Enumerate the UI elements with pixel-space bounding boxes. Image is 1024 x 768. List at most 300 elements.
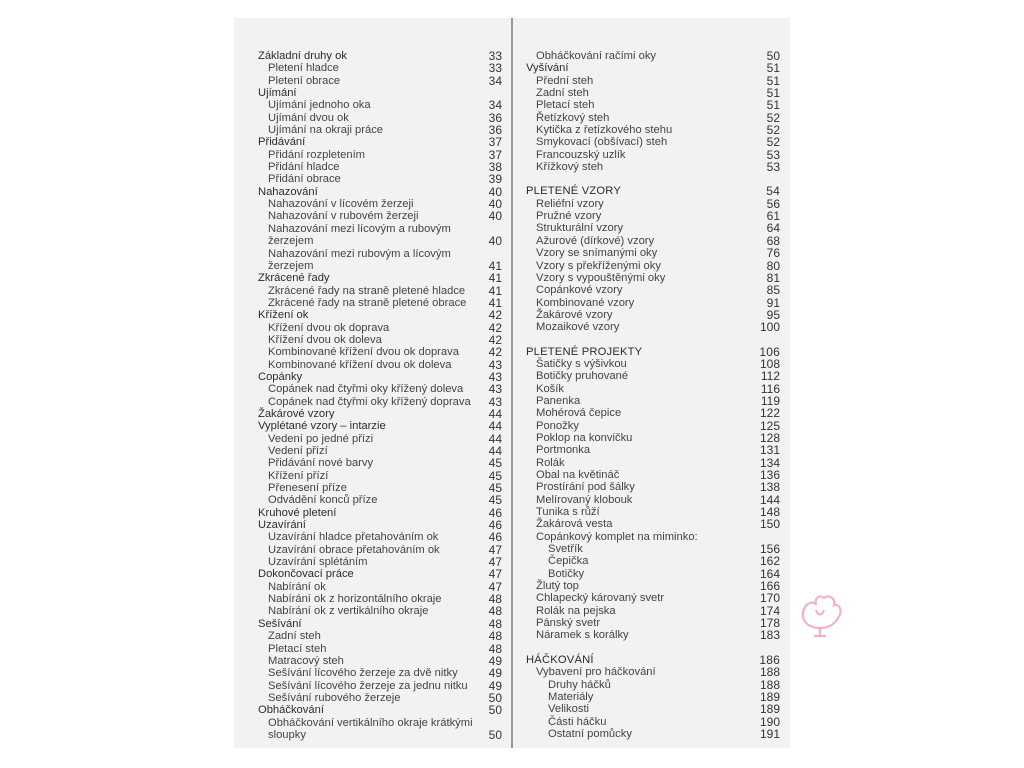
toc-entry — [258, 618, 502, 630]
toc-entry — [258, 482, 502, 494]
toc-entry-page: 162 — [759, 554, 780, 569]
toc-entry-page: 43 — [488, 369, 502, 384]
toc-entry-title: Křížkový steh — [536, 161, 604, 174]
toc-entry-page: 166 — [759, 579, 780, 594]
toc-entry-page: 47 — [488, 555, 502, 570]
toc-entry-page: 50 — [488, 690, 502, 705]
toc-entry — [258, 223, 502, 248]
toc-entry-title: Francouzský uzlík — [536, 148, 626, 161]
toc-entry — [526, 358, 780, 370]
toc-entry-title: Žakárové vzory — [536, 308, 613, 321]
toc-entry-page: 41 — [488, 258, 502, 273]
toc-entry — [526, 716, 780, 728]
toc-entry-title: Sešívání lícového žerzeje za jednu nitku — [268, 679, 468, 692]
toc-entry-title: Poklop na konvičku — [536, 431, 633, 444]
toc-entry — [526, 592, 780, 604]
toc-entry-title: Prostírání pod šálky — [536, 481, 635, 494]
toc-entry — [258, 433, 502, 445]
toc-entry-title: Nahazování v rubovém žerzeji — [268, 210, 419, 223]
toc-entry-title: Copánky — [258, 370, 303, 383]
toc-entry — [526, 136, 780, 148]
toc-entry-title: Kombinované vzory — [536, 296, 635, 309]
toc-entry-title: Velikosti — [548, 703, 590, 716]
toc-entry-page: 48 — [488, 629, 502, 644]
toc-entry-page: 46 — [488, 518, 502, 533]
toc-entry-title: Přidání obrace — [268, 173, 341, 186]
toc-entry — [526, 370, 780, 382]
toc-entry — [526, 728, 780, 740]
toc-entry-page: 186 — [759, 652, 780, 667]
toc-entry — [258, 285, 502, 297]
toc-entry-page: 49 — [488, 653, 502, 668]
toc-entry-title: Křížení dvou ok doprava — [268, 321, 390, 334]
toc-entry-page: 40 — [488, 209, 502, 224]
toc-entry — [258, 568, 502, 580]
toc-entry-page: 50 — [488, 727, 502, 742]
toc-entry-title: Vedení přízí — [268, 445, 328, 457]
toc-entry-title: Obháčkování vertikálního okraje krátkými sloupky — [268, 716, 473, 741]
toc-entry-page: 53 — [766, 160, 780, 175]
toc-entry-title: Uzavírání splétáním — [268, 556, 368, 569]
toc-entry-title: Pletací steh — [268, 642, 327, 655]
toc-entry-page: 61 — [766, 209, 780, 224]
toc-entry — [258, 173, 502, 185]
toc-entry-page: 51 — [766, 86, 780, 101]
toc-entry — [258, 62, 502, 74]
toc-entry — [526, 247, 780, 259]
toc-entry-page: 34 — [488, 73, 502, 88]
toc-entry-title: Nabírání ok z vertikálního okraje — [268, 605, 429, 618]
toc-entry — [526, 185, 780, 197]
toc-entry — [258, 124, 502, 136]
toc-entry-page: 42 — [488, 320, 502, 335]
toc-entry — [258, 445, 502, 457]
toc-entry-title: Zkrácené řady — [258, 272, 330, 285]
toc-entry-title: Nabírání ok z horizontálního okraje — [268, 593, 442, 606]
toc-entry — [526, 87, 780, 99]
toc-entry-title: Obháčkování račími oky — [536, 50, 657, 62]
flower-logo-icon — [790, 588, 850, 642]
toc-entry-title: Ažurové (dírkové) vzory — [536, 234, 655, 247]
toc-entry — [526, 124, 780, 136]
toc-entry-title: Odvádění konců příze — [268, 494, 378, 507]
toc-entry-title: Sešívání rubového žerzeje — [268, 691, 401, 704]
toc-right-column — [526, 50, 780, 740]
toc-entry — [258, 420, 502, 432]
toc-entry-title: Přidání hladce — [268, 161, 340, 174]
toc-entry-page: 50 — [488, 703, 502, 718]
toc-entry-title: Uzavírání hladce přetahováním ok — [268, 531, 439, 544]
toc-entry-page: 44 — [488, 431, 502, 446]
toc-entry — [258, 655, 502, 667]
toc-entry-page: 40 — [488, 184, 502, 199]
toc-entry-title: Pletací steh — [536, 99, 595, 112]
toc-entry — [258, 309, 502, 321]
toc-entry-page: 41 — [488, 295, 502, 310]
toc-entry-title: Vzory s překříženými oky — [536, 259, 661, 272]
toc-entry — [526, 629, 780, 641]
toc-entry — [526, 284, 780, 296]
toc-entry-title: Kombinované křížení dvou ok doleva — [268, 358, 452, 371]
toc-entry — [526, 222, 780, 234]
toc-entry-title: Materiály — [548, 690, 594, 703]
toc-entry-title: Řetízkový steh — [536, 111, 610, 124]
toc-entry-page: 150 — [759, 517, 780, 532]
toc-entry-title: Žlutý top — [536, 580, 579, 593]
toc-entry — [258, 87, 502, 99]
toc-entry — [526, 260, 780, 272]
toc-entry-page: 131 — [759, 443, 780, 458]
toc-entry-title: Zadní steh — [268, 630, 321, 643]
toc-entry-page: 122 — [759, 406, 780, 421]
toc-entry — [258, 50, 502, 62]
toc-entry-page: 46 — [488, 530, 502, 545]
toc-entry-title: Botičky — [548, 567, 585, 580]
toc-entry-title: Části háčku — [548, 715, 607, 728]
toc-entry-title: Přenesení příze — [268, 482, 347, 495]
toc-entry-page: 106 — [759, 344, 780, 359]
toc-entry-title: Přidávání — [258, 136, 306, 149]
toc-entry-page: 76 — [766, 246, 780, 261]
toc-entry-page: 189 — [759, 689, 780, 704]
toc-entry-title: Šatičky s výšivkou — [536, 357, 627, 370]
toc-entry-page: 47 — [488, 579, 502, 594]
toc-entry — [258, 297, 502, 309]
toc-entry — [258, 692, 502, 704]
toc-entry-page: 47 — [488, 542, 502, 557]
toc-entry-title: Přední steh — [536, 74, 594, 87]
toc-entry-page: 148 — [759, 505, 780, 520]
toc-entry-page: 43 — [488, 394, 502, 409]
toc-entry — [258, 408, 502, 420]
toc-entry-title: Nahazování mezi rubovým a lícovým žerzejem — [268, 247, 451, 272]
toc-entry — [258, 704, 502, 716]
toc-entry-page: 138 — [759, 480, 780, 495]
column-divider — [511, 18, 513, 748]
toc-entry — [526, 531, 780, 543]
toc-entry — [526, 605, 780, 617]
toc-entry-title: Nahazování — [258, 185, 318, 198]
toc-entry-title: Křížení přízí — [268, 469, 329, 482]
toc-entry-page: 48 — [488, 641, 502, 656]
toc-entry-title: Matracový steh — [268, 654, 344, 667]
toc-entry — [526, 494, 780, 506]
toc-entry-title: Pružné vzory — [536, 210, 602, 223]
toc-entry-title: Rolák na pejska — [536, 604, 616, 617]
toc-entry-title: Základní druhy ok — [258, 50, 347, 62]
toc-entry-title: Košík — [536, 382, 564, 395]
toc-entry — [258, 680, 502, 692]
toc-entry-title: PLETENÉ PROJEKTY — [526, 345, 643, 358]
toc-entry — [258, 643, 502, 655]
toc-entry-page: 125 — [759, 418, 780, 433]
toc-entry-page: 188 — [759, 665, 780, 680]
toc-entry-page: 34 — [488, 98, 502, 113]
toc-entry — [526, 50, 780, 62]
toc-entry — [526, 481, 780, 493]
toc-entry — [526, 149, 780, 161]
toc-entry — [526, 99, 780, 111]
toc-entry-page: 191 — [759, 726, 780, 741]
toc-entry-title: Kombinované křížení dvou ok doprava — [268, 346, 459, 359]
toc-entry — [258, 531, 502, 543]
toc-entry-page: 51 — [766, 61, 780, 76]
toc-entry — [258, 272, 502, 284]
toc-entry — [526, 654, 780, 666]
toc-page — [234, 18, 790, 748]
toc-entry — [526, 568, 780, 580]
toc-left-column — [258, 50, 502, 741]
toc-entry-page: 48 — [488, 604, 502, 619]
toc-entry-page: 37 — [488, 135, 502, 150]
toc-entry — [526, 580, 780, 592]
toc-entry-page: 44 — [488, 406, 502, 421]
toc-entry — [526, 346, 780, 358]
toc-entry-title: Botičky pruhované — [536, 370, 629, 383]
toc-entry-page: 43 — [488, 357, 502, 372]
toc-entry — [526, 617, 780, 629]
toc-entry-title: Mohérová čepice — [536, 407, 622, 420]
toc-entry-title: Ostatní pomůcky — [548, 727, 632, 740]
toc-entry-title: Zkrácené řady na straně pletené hladce — [268, 284, 466, 297]
toc-entry-title: Čepička — [548, 555, 589, 568]
toc-entry — [526, 444, 780, 456]
toc-entry-page: 42 — [488, 332, 502, 347]
toc-entry — [258, 334, 502, 346]
toc-entry-title: Uzavírání obrace přetahováním ok — [268, 543, 440, 556]
toc-entry-page: 52 — [766, 123, 780, 138]
toc-entry-page: 178 — [759, 616, 780, 631]
toc-entry-page: 48 — [488, 592, 502, 607]
toc-entry-page: 190 — [759, 714, 780, 729]
toc-entry-title: Strukturální vzory — [536, 222, 624, 235]
toc-entry-title: HÁČKOVÁNÍ — [526, 653, 594, 666]
toc-entry-title: Melírovaný klobouk — [536, 493, 633, 506]
toc-entry-title: Ujímání dvou ok — [268, 111, 349, 124]
toc-entry-page: 53 — [766, 147, 780, 162]
toc-entry — [258, 322, 502, 334]
toc-entry — [526, 469, 780, 481]
toc-entry-page: 85 — [766, 283, 780, 298]
toc-entry — [258, 210, 502, 222]
toc-entry — [258, 149, 502, 161]
toc-entry-title: Vzory se snímanými oky — [536, 247, 658, 260]
toc-entry-page: 116 — [760, 381, 780, 396]
toc-entry — [258, 371, 502, 383]
toc-entry — [526, 75, 780, 87]
toc-entry-title: Pletení hladce — [268, 62, 339, 75]
toc-entry-title: Ujímání na okraji práce — [268, 124, 384, 137]
toc-entry-title: Vybavení pro háčkování — [536, 666, 656, 679]
toc-entry-page: 112 — [760, 369, 780, 384]
toc-entry-page: 174 — [759, 603, 780, 618]
toc-entry-page: 33 — [488, 61, 502, 76]
toc-entry-title: Copánkový komplet na miminko: — [536, 530, 698, 543]
toc-entry — [526, 420, 780, 432]
toc-entry-title: Obháčkování — [258, 704, 324, 717]
toc-entry — [258, 248, 502, 273]
toc-entry-page: 136 — [759, 468, 780, 482]
toc-entry-page: 170 — [759, 591, 780, 606]
toc-entry-page: 156 — [759, 542, 780, 557]
toc-entry — [526, 383, 780, 395]
toc-entry-title: Kytička z řetízkového stehu — [536, 124, 673, 137]
toc-entry-title: Nahazování v lícovém žerzeji — [268, 198, 414, 211]
toc-entry-page: 144 — [759, 492, 780, 507]
toc-entry — [258, 717, 502, 742]
toc-entry — [258, 186, 502, 198]
toc-entry-title: Ponožky — [536, 419, 579, 432]
toc-entry-title: Pletení obrace — [268, 74, 341, 87]
toc-entry-page: 36 — [488, 110, 502, 125]
toc-entry-title: Vyplétané vzory – intarzie — [258, 420, 386, 433]
toc-entry — [258, 346, 502, 358]
toc-entry — [526, 297, 780, 309]
toc-entry — [526, 666, 780, 678]
toc-entry-title: Vzory s vypouštěnými oky — [536, 271, 666, 284]
toc-entry-page: 134 — [759, 455, 780, 470]
toc-entry-title: Křížení dvou ok doleva — [268, 333, 382, 346]
toc-entry-title: Mozaikové vzory — [536, 321, 620, 334]
toc-entry — [526, 432, 780, 444]
toc-entry-page: 119 — [760, 393, 780, 408]
toc-entry — [526, 235, 780, 247]
toc-entry — [526, 395, 780, 407]
toc-entry-title: Reliéfní vzory — [536, 197, 604, 210]
toc-entry-page: 43 — [488, 382, 502, 397]
toc-entry-title: Uzavírání — [258, 519, 306, 532]
toc-entry-title: Tunika s růží — [536, 506, 600, 519]
toc-entry — [258, 544, 502, 556]
toc-entry-page: 51 — [766, 98, 780, 113]
toc-entry-page: 48 — [488, 616, 502, 631]
toc-entry — [526, 543, 780, 555]
toc-entry-page: 49 — [488, 678, 502, 693]
toc-entry-page: 42 — [488, 345, 502, 360]
toc-entry — [258, 667, 502, 679]
toc-entry-title: Přidání rozpletením — [268, 148, 366, 161]
toc-entry-page: 33 — [488, 49, 502, 63]
toc-entry-page: 68 — [766, 233, 780, 248]
toc-entry — [526, 309, 780, 321]
toc-entry — [258, 494, 502, 506]
toc-entry-page: 52 — [766, 110, 780, 125]
toc-entry-page: 54 — [766, 184, 780, 199]
toc-entry-title: Dokončovací práce — [258, 568, 354, 581]
toc-entry-page: 108 — [759, 356, 780, 371]
toc-entry-title: Ujímání — [258, 87, 297, 100]
toc-entry-page: 188 — [759, 677, 780, 692]
toc-entry — [526, 198, 780, 210]
toc-entry-page: 50 — [766, 49, 780, 63]
toc-entry-page: 45 — [488, 493, 502, 508]
toc-entry-title: Panenka — [536, 394, 581, 407]
toc-entry-title: Žakárová vesta — [536, 518, 613, 531]
toc-entry-title: Pánský svetr — [536, 617, 601, 630]
toc-entry — [258, 470, 502, 482]
toc-entry-page: 80 — [766, 258, 780, 273]
toc-entry-title: Žakárové vzory — [258, 407, 335, 420]
toc-entry-page: 47 — [488, 567, 502, 582]
toc-entry-title: Smykovací (obšívací) steh — [536, 136, 668, 149]
toc-entry-title: Kruhové pletení — [258, 506, 337, 519]
toc-entry — [258, 457, 502, 469]
toc-entry-title: Sešívání — [258, 617, 302, 630]
toc-entry — [526, 321, 780, 333]
toc-entry — [526, 691, 780, 703]
toc-entry-title: Chlapecký károvaný svetr — [536, 592, 665, 605]
toc-entry — [258, 605, 502, 617]
toc-entry-page: 46 — [488, 505, 502, 520]
toc-entry-page: 128 — [759, 430, 780, 445]
toc-entry — [258, 593, 502, 605]
toc-entry — [258, 556, 502, 568]
toc-entry — [526, 272, 780, 284]
toc-entry — [526, 161, 780, 173]
toc-entry — [258, 75, 502, 87]
toc-entry-page: 100 — [759, 320, 780, 335]
toc-entry-title: Copánek nad čtyřmi oky křížený doprava — [268, 395, 471, 408]
toc-entry-page: 95 — [766, 307, 780, 322]
toc-entry-page: 52 — [766, 135, 780, 150]
toc-entry-page: 40 — [488, 234, 502, 249]
toc-entry-title: Svetřík — [548, 543, 583, 556]
toc-entry-page: 44 — [488, 444, 502, 458]
toc-entry-page: 42 — [488, 308, 502, 323]
toc-entry — [526, 112, 780, 124]
toc-entry — [526, 679, 780, 691]
toc-entry — [526, 703, 780, 715]
toc-entry — [526, 407, 780, 419]
toc-entry — [258, 383, 502, 395]
toc-entry — [526, 555, 780, 567]
toc-entry-title: Obal na květináč — [536, 469, 620, 481]
toc-entry-page: 37 — [488, 147, 502, 162]
toc-entry-page: 45 — [488, 481, 502, 496]
toc-entry — [526, 62, 780, 74]
toc-entry-title: Vyšívání — [526, 62, 569, 75]
toc-entry — [526, 457, 780, 469]
toc-entry — [258, 359, 502, 371]
toc-entry — [258, 161, 502, 173]
toc-entry-title: Křížení ok — [258, 309, 309, 322]
toc-entry-title: Nabírání ok — [268, 580, 326, 593]
toc-entry-page: 41 — [488, 271, 502, 286]
toc-entry-page: 41 — [488, 283, 502, 298]
toc-entry-title: Přidávání nové barvy — [268, 457, 374, 470]
toc-entry-page: 49 — [488, 666, 502, 681]
toc-entry — [526, 518, 780, 530]
toc-entry-title: Zadní steh — [536, 87, 589, 100]
toc-entry-page: 38 — [488, 160, 502, 175]
toc-entry — [258, 99, 502, 111]
toc-entry — [258, 198, 502, 210]
toc-entry-title: PLETENÉ VZORY — [526, 185, 622, 198]
toc-entry-title: Ujímání jednoho oka — [268, 99, 371, 112]
toc-entry — [258, 581, 502, 593]
toc-entry — [526, 506, 780, 518]
toc-entry-title: Portmonka — [536, 444, 591, 457]
toc-entry-title: Sešívání lícového žerzeje za dvě nitky — [268, 667, 458, 680]
toc-entry-page: 45 — [488, 468, 502, 483]
toc-entry — [258, 630, 502, 642]
toc-entry-page: 51 — [766, 73, 780, 88]
toc-entry — [258, 136, 502, 148]
toc-entry-page: 39 — [488, 172, 502, 187]
toc-entry — [258, 396, 502, 408]
toc-entry-title: Zkrácené řady na straně pletené obrace — [268, 296, 467, 309]
toc-entry-page: 56 — [766, 196, 780, 211]
